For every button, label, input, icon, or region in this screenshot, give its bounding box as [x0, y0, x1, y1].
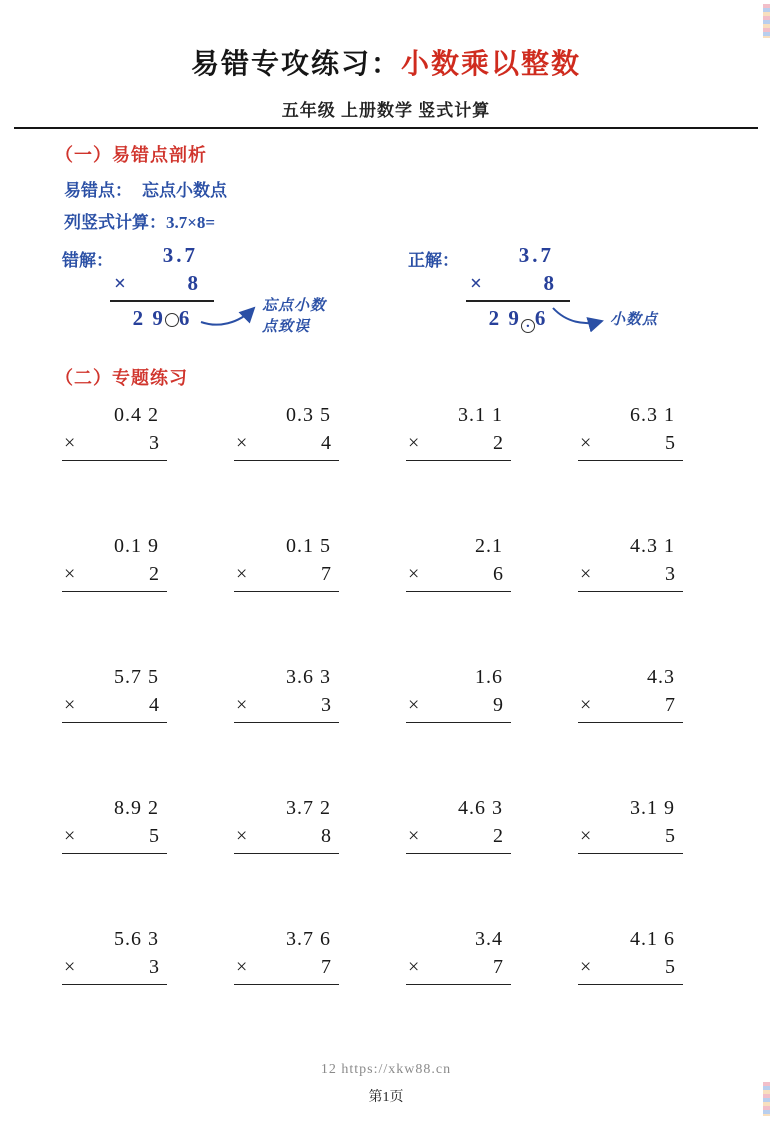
problem-times-sign: ×	[64, 563, 76, 585]
problem-multiplicand: 2.1	[475, 535, 503, 557]
problem-answer-line	[234, 853, 339, 854]
page-title	[0, 42, 772, 82]
error-point-line	[64, 176, 227, 201]
problem-answer-line	[578, 984, 683, 985]
error-point-label: 易错点：	[64, 181, 132, 200]
header-divider	[14, 127, 758, 129]
multiplication-problem	[406, 666, 511, 723]
problem-answer-line	[62, 460, 167, 461]
multiplication-problem	[62, 535, 167, 592]
problem-multiplier: 7	[493, 956, 503, 978]
problem-times-sign: ×	[236, 563, 248, 585]
problem-answer-line	[578, 853, 683, 854]
problem-times-sign: ×	[64, 432, 76, 454]
footer-url: 12 https://xkw88.cn	[320, 1062, 452, 1077]
multiplication-problem	[62, 797, 167, 854]
problem-multiplicand: 8.9 2	[114, 797, 159, 819]
problem-times-sign: ×	[64, 956, 76, 978]
problem-answer-line	[406, 460, 511, 461]
problem-times-sign: ×	[580, 563, 592, 585]
problem-times-sign: ×	[236, 432, 248, 454]
correct-result-left: 2 9	[488, 306, 521, 330]
decimal-point-circle: .	[521, 319, 535, 333]
multiplication-problem	[578, 404, 683, 461]
error-point-value: 忘点小数点	[142, 181, 227, 200]
problem-multiplicand: 5.6 3	[114, 928, 159, 950]
problem-answer-line	[62, 984, 167, 985]
problem-multiplier: 5	[665, 956, 675, 978]
multiplication-problem	[406, 404, 511, 461]
problem-times-sign: ×	[236, 825, 248, 847]
correct-annotation: 小数点	[610, 312, 659, 328]
problem-answer-line	[234, 591, 339, 592]
multiplication-problem	[234, 928, 339, 985]
problem-multiplier: 3	[149, 432, 159, 454]
problem-answer-line	[62, 853, 167, 854]
problem-multiplier: 3	[321, 694, 331, 716]
problem-multiplier: 2	[493, 825, 503, 847]
title-black-part: 易错专攻练习：	[190, 49, 401, 80]
problem-times-sign: ×	[64, 825, 76, 847]
problem-times-sign: ×	[408, 432, 420, 454]
problem-times-sign: ×	[408, 956, 420, 978]
problem-multiplier: 9	[493, 694, 503, 716]
wrong-solution-label: 错解：	[62, 251, 113, 270]
problem-answer-line	[234, 984, 339, 985]
problem-times-sign: ×	[408, 563, 420, 585]
problem-times-sign: ×	[236, 694, 248, 716]
problem-answer-line	[234, 722, 339, 723]
title-red-part: 小数乘以整数	[401, 49, 582, 80]
wrong-result-left: 2 9	[132, 306, 165, 330]
problem-answer-line	[406, 984, 511, 985]
problems-grid	[62, 404, 712, 985]
problem-multiplier: 4	[321, 432, 331, 454]
wrong-multiplicand: 3.7	[162, 243, 198, 267]
multiplication-problem	[406, 928, 511, 985]
problem-answer-line	[578, 460, 683, 461]
wrong-annotation-line2: 点致误	[262, 319, 311, 335]
problem-multiplier: 3	[149, 956, 159, 978]
problem-multiplicand: 3.7 6	[286, 928, 331, 950]
multiplication-problem	[234, 797, 339, 854]
edge-watermark-top	[763, 4, 770, 38]
problem-multiplier: 6	[493, 563, 503, 585]
problem-statement: 列竖式计算：3.7×8=	[64, 213, 216, 232]
problem-times-sign: ×	[580, 432, 592, 454]
problem-times-sign: ×	[580, 694, 592, 716]
problem-answer-line	[406, 853, 511, 854]
correct-annotation-arrow	[550, 300, 610, 332]
wrong-result-right: 6	[178, 306, 192, 330]
page-subtitle: 五年级 上册数学 竖式计算	[281, 101, 491, 120]
problem-multiplicand: 0.1 9	[114, 535, 159, 557]
problem-multiplier: 5	[665, 825, 675, 847]
wrong-annotation-line1: 忘点小数	[262, 298, 327, 314]
problem-multiplier: 5	[665, 432, 675, 454]
problem-multiplicand: 4.1 6	[630, 928, 675, 950]
problem-times-sign: ×	[236, 956, 248, 978]
problem-multiplier: 8	[321, 825, 331, 847]
wrong-times-sign: ×	[114, 271, 126, 295]
problem-answer-line	[406, 591, 511, 592]
problem-multiplier: 3	[665, 563, 675, 585]
wrong-annotation-arrow	[198, 296, 262, 328]
correct-solution-label: 正解：	[408, 251, 459, 270]
missing-decimal-circle	[165, 313, 179, 327]
problem-times-sign: ×	[580, 956, 592, 978]
problem-times-sign: ×	[408, 694, 420, 716]
problem-multiplier: 2	[149, 563, 159, 585]
problem-multiplicand: 5.7 5	[114, 666, 159, 688]
problem-multiplier: 2	[493, 432, 503, 454]
multiplication-problem	[62, 404, 167, 461]
problem-answer-line	[406, 722, 511, 723]
multiplication-problem	[406, 797, 511, 854]
multiplication-problem	[62, 928, 167, 985]
correct-multiplier: 8	[543, 271, 554, 295]
multiplication-problem	[578, 928, 683, 985]
multiplication-problem	[234, 535, 339, 592]
problem-multiplicand: 3.7 2	[286, 797, 331, 819]
problem-multiplicand: 3.1 9	[630, 797, 675, 819]
problem-answer-line	[578, 722, 683, 723]
problem-multiplicand: 4.6 3	[458, 797, 503, 819]
edge-watermark-bottom	[763, 1082, 770, 1116]
multiplication-problem	[406, 535, 511, 592]
multiplication-problem	[578, 535, 683, 592]
multiplication-problem	[62, 666, 167, 723]
problem-times-sign: ×	[580, 825, 592, 847]
problem-multiplicand: 4.3 1	[630, 535, 675, 557]
problem-answer-line	[62, 591, 167, 592]
problem-multiplicand: 0.4 2	[114, 404, 159, 426]
problem-multiplicand: 0.1 5	[286, 535, 331, 557]
problem-multiplier: 5	[149, 825, 159, 847]
section1-heading: （一）易错点剖析	[55, 145, 207, 165]
multiplication-problem	[234, 404, 339, 461]
problem-times-sign: ×	[64, 694, 76, 716]
correct-times-sign: ×	[470, 271, 482, 295]
problem-multiplier: 7	[321, 563, 331, 585]
problem-answer-line	[62, 722, 167, 723]
problem-multiplicand: 1.6	[475, 666, 503, 688]
problem-answer-line	[234, 460, 339, 461]
footer-page-number: 第1页	[368, 1090, 404, 1105]
problem-answer-line	[578, 591, 683, 592]
wrong-annotation	[262, 296, 326, 338]
correct-result-right: 6	[534, 306, 548, 330]
section2-heading: （二）专题练习	[55, 368, 188, 388]
problem-multiplier: 4	[149, 694, 159, 716]
problem-multiplicand: 4.3	[647, 666, 675, 688]
problem-multiplicand: 3.4	[475, 928, 503, 950]
multiplication-problem	[578, 666, 683, 723]
problem-multiplicand: 0.3 5	[286, 404, 331, 426]
problem-multiplier: 7	[665, 694, 675, 716]
problem-multiplicand: 3.6 3	[286, 666, 331, 688]
problem-times-sign: ×	[408, 825, 420, 847]
correct-multiplicand: 3.7	[518, 243, 554, 267]
problem-multiplier: 7	[321, 956, 331, 978]
problem-multiplicand: 3.1 1	[458, 404, 503, 426]
multiplication-problem	[578, 797, 683, 854]
multiplication-problem	[234, 666, 339, 723]
problem-multiplicand: 6.3 1	[630, 404, 675, 426]
wrong-multiplier: 8	[187, 271, 198, 295]
